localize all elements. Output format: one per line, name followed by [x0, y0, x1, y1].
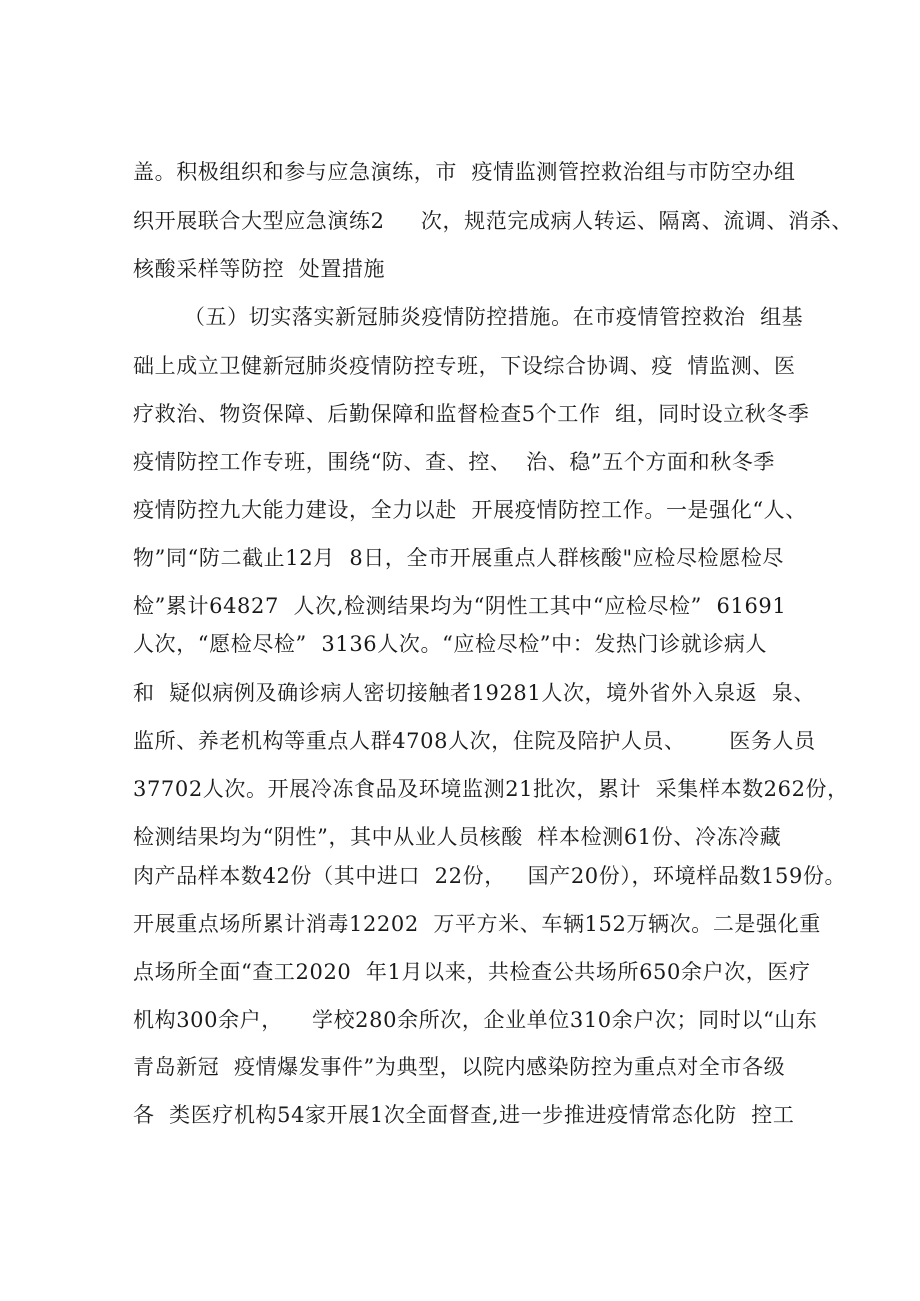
text-line: 疗救治、物资保障、后勤保障和监督检查5个工作 组，同时设立秋冬季	[133, 402, 810, 426]
text-line: 点场所全面“查工2020 年1月以来，共检查公共场所650余户次，医疗	[133, 960, 811, 984]
text-line: 疫情防控工作专班，围绕“防、查、控、 治、稳”五个方面和秋冬季	[133, 450, 776, 474]
text-line: 各 类医疗机构54家开展1次全面督查,进一步推进疫情常态化防 控工	[133, 1103, 795, 1127]
text-line: 和 疑似病例及确诊病人密切接触者19281人次，境外省外入泉返 泉、	[133, 681, 816, 705]
text-line: 础上成立卫健新冠肺炎疫情防控专班，下设综合协调、疫 情监测、医	[133, 354, 796, 378]
text-line: 疫情防控九大能力建设，全力以赴 开展疫情防控工作。一是强化“人、	[133, 498, 807, 522]
text-line: 检测结果均为“阴性”，其中从业人员核酸 样本检测61份、冷冻冷藏	[133, 825, 782, 849]
text-line: 青岛新冠 疫情爆发事件”为典型，以院内感染防控为重点对全市各级	[133, 1055, 786, 1079]
text-line: 织开展联合大型应急演练2 次，规范完成病人转运、隔离、流调、消杀、	[133, 209, 853, 233]
text-line: 盖。积极组织和参与应急演练，市 疫情监测管控救治组与市防空办组	[133, 160, 796, 184]
text-line: 物”同“防二截止12月 8日，全市开展重点人群核酸"应检尽检愿检尽	[133, 546, 784, 570]
paragraph-heading-line: （五）切实落实新冠肺炎疫情防控措施。在市疫情管控救治 组基	[133, 305, 804, 329]
text-line: 37702人次。开展冷冻食品及环境监测21批次，累计 采集样本数262份，	[133, 777, 849, 801]
text-line: 机构300余户， 学校280余所次，企业单位310余户次；同时以“山东	[133, 1008, 818, 1032]
text-line: 人次，“愿检尽检” 3136人次。“应检尽检”中：发热门诊就诊病人	[133, 632, 768, 656]
text-line: 检”累计64827 人次,检测结果均为“阴性工其中“应检尽检” 61691	[133, 594, 787, 618]
text-line: 开展重点场所累计消毒12202 万平方米、车辆152万辆次。二是强化重	[133, 912, 821, 936]
text-line: 肉产品样本数42份（其中进口 22份， 国产20份），环境样品数159份。	[133, 864, 847, 888]
text-line: 核酸采样等防控 处置措施	[133, 257, 386, 281]
text-line: 监所、养老机构等重点人群4708人次，住院及陪护人员、 医务人员	[133, 729, 816, 753]
